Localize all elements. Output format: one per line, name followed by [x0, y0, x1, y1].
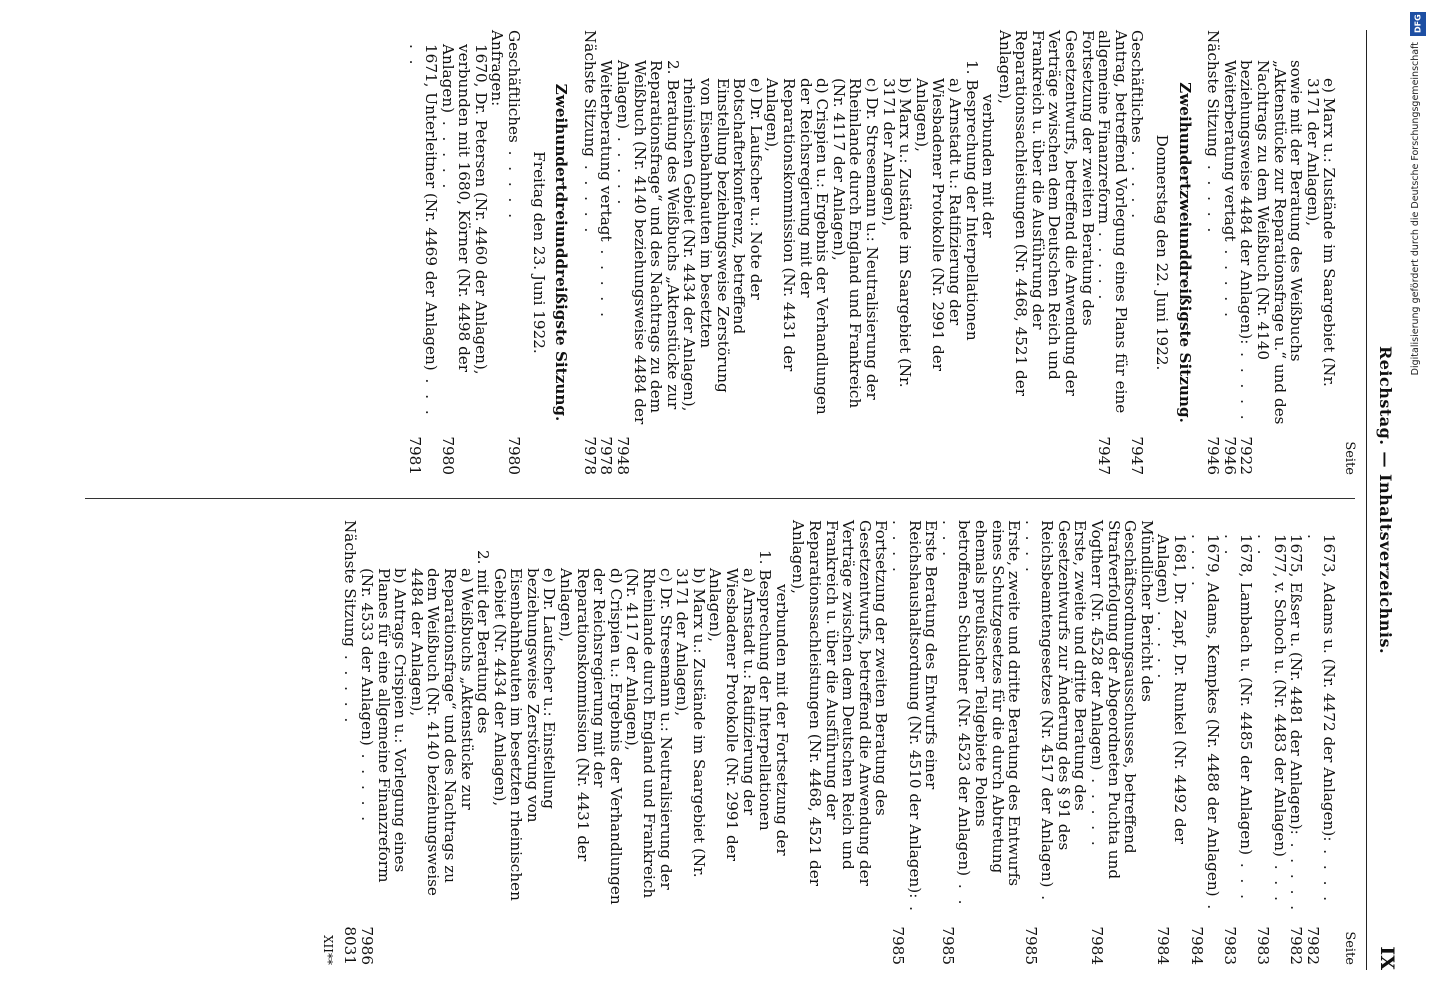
toc-entry-text: Nächste Sitzung	[1204, 30, 1223, 157]
toc-entry-text: 1671, Unterleitner (Nr. 4469 der Anlagen)	[422, 44, 441, 371]
header-rule	[1366, 30, 1367, 970]
toc-entry-text: Erste, zweite und dritte Beratung des Gesetzentwurfs zur Änderung des § 91 des Reichsbeamtengesetzes (Nr. 4517 der Anlagen)	[1038, 520, 1090, 888]
dot-leaders: . . . . .	[1021, 520, 1057, 904]
page-reference: 7947	[1095, 436, 1114, 475]
page-reference: 7983	[1220, 926, 1239, 965]
toc-entry-text: d) Crispien u.: Ergebnis der Verhandlungen der Reichsregierung mit der Reparationskommission (Nr. 4431 der Anlagen),	[557, 568, 625, 905]
toc-entry-text: 1675, Eßser u. (Nr. 4481 der Anlagen):	[1287, 534, 1306, 835]
page-reference: 7947	[1128, 436, 1147, 475]
toc-entry-text: 1678, Lambach u. (Nr. 4485 der Anlagen)	[1237, 534, 1256, 855]
toc-entry	[1188, 520, 1221, 965]
toc-entry-text: a) Arnstadt u.: Ratifizierung der Wiesbadener Protokolle (Nr. 2991 der Anlagen),	[912, 78, 964, 371]
toc-entry-text: b) Marx u.: Zustände im Saargebiet (Nr. 3171 der Anlagen),	[673, 568, 708, 878]
toc-entry-text: 1670, Dr. Petersen (Nr. 4460 der Anlagen), verbunden mit 1680, Körner (Nr. 4498 der Anlagen)	[438, 44, 490, 375]
toc-entry-text: Geschäftliches	[505, 30, 524, 143]
dot-leaders: . . . . .	[1088, 770, 1107, 849]
toc-entry	[1096, 30, 1129, 475]
page-reference: 7946	[1204, 436, 1223, 475]
seite-label: Seite	[1342, 931, 1357, 965]
toc-entry-text: 1681, Dr. Zapf, Dr. Runkel (Nr. 4492 der Anlagen)	[1154, 534, 1190, 844]
toc-entry-text: 1673, Adams u. (Nr. 4472 der Anlagen):	[1320, 534, 1339, 842]
toc-entry	[996, 30, 1096, 475]
dot-leaders: . . . . .	[1204, 157, 1223, 236]
toc-entry	[773, 520, 790, 965]
toc-entry	[1221, 520, 1254, 965]
dot-leaders: . . . . .	[1220, 534, 1256, 902]
session-date: Donnerstag den 22. Juni 1922.	[1153, 134, 1172, 371]
toc-entry-text: c) Dr. Stresemann u.: Neutralisierung der Rheinlande durch England und Frankreich (Nr. 4117 der Anlagen),	[623, 568, 675, 899]
page-reference: 7982	[1303, 926, 1322, 965]
dot-leaders: . . . . .	[505, 142, 524, 222]
toc-entry	[1022, 520, 1088, 965]
toc-entry-text: Mündlicher Bericht des Geschäftsordnungsausschusses, betreffend Strafverfolgung der Abgeordneten Puchta und Vogtherr (Nr. 4528 der Anlagen)	[1088, 520, 1156, 880]
toc-entry	[1129, 30, 1146, 475]
toc-entry-text: Fortsetzung der zweiten Beratung des Gesetzentwurfs, betreffend die Anwendung der Verträge zwischen dem Deutschen Reich und Frankreich u. über die Ausführung der Reparationssachleistungen (Nr. 4468, 4521 der Anlagen),	[995, 30, 1097, 397]
dot-leaders: . . . . .	[357, 745, 376, 825]
toc-entry-text: 1. Besprechung der Interpellationen	[756, 550, 775, 831]
toc-entry	[880, 30, 913, 475]
dot-leaders: . . . . .	[614, 129, 633, 208]
toc-entry-text: Nächste Sitzung	[580, 30, 599, 157]
toc-entry-text: verbunden mit der Fortsetzung der	[772, 584, 791, 856]
toc-entry	[980, 30, 997, 475]
page-title: Reichstag. — Inhaltsverzeichnis.	[1376, 345, 1395, 655]
toc-entry-text: Geschäftliches	[1128, 30, 1147, 143]
page-reference: 7983	[1254, 926, 1273, 965]
toc-entry	[1089, 520, 1155, 965]
dot-leaders: . . . . .	[1237, 344, 1256, 423]
toc-entry-text: Anfragen:	[488, 30, 507, 107]
toc-entry	[489, 30, 506, 475]
toc-entry	[830, 30, 880, 475]
toc-entry-text: Nächste Sitzung	[341, 520, 360, 647]
signature-mark: XII**	[320, 934, 335, 965]
toc-entry-text: b) Antrags Crispien u.: Vorlegung eines Planes für eine allgemeine Finanzreform (Nr. 4533 der Anlagen)	[357, 568, 410, 883]
toc-entry	[408, 520, 474, 965]
toc-entry	[963, 30, 980, 475]
dot-leaders: . . . . .	[341, 647, 360, 726]
toc-entry	[624, 520, 674, 965]
toc-entry-text: b) Marx u.: Zustände im Saargebiet (Nr. 3171 der Anlagen),	[879, 78, 915, 388]
toc-entry-text: 1. Besprechung der Interpellationen	[962, 60, 981, 341]
page-reference: 7984	[1154, 926, 1173, 965]
page-reference: 7922	[1237, 436, 1256, 475]
toc-entry-text: 2. Beratung des Weißbuchs „Aktenstücke zur Reparationsfrage“ und des Nachtrags zu dem Weißbuch (Nr. 4140 beziehungsweise 4484 der Anlagen)	[614, 60, 682, 425]
dot-leaders: . . . . .	[888, 520, 924, 914]
session-title: Zweihundertdreiunddreißigste Sitzung.	[552, 83, 571, 422]
page-reference: 7985	[938, 926, 957, 965]
dot-leaders: . . . . .	[438, 113, 457, 192]
dot-leaders: . . . . .	[1187, 534, 1223, 913]
toc-entry-text: 1679, Adams, Kempkes (Nr. 4488 der Anlagen)	[1204, 534, 1223, 897]
toc-entry	[1221, 30, 1238, 475]
toc-entry	[342, 520, 359, 965]
page-reference: 7984	[1187, 926, 1206, 965]
toc-entry-text: Fortsetzung der zweiten Beratung des Gesetzentwurfs, betreffend die Anwendung der Verträge zwischen dem Deutschen Reich und Frankreich u. über die Ausführung der Reparationssachleistungen (Nr. 4468, 4521 der Anlagen),	[789, 520, 891, 887]
toc-entry	[1304, 30, 1337, 475]
right-column	[319, 520, 1357, 965]
toc-entry	[1155, 520, 1188, 965]
toc-entry	[681, 30, 764, 475]
toc-entry	[939, 520, 1022, 965]
dfg-stamp	[1410, 12, 1426, 382]
seite-label: Seite	[1342, 441, 1357, 475]
toc-entry	[913, 30, 963, 475]
toc-entry	[1205, 30, 1222, 475]
column-separator	[85, 498, 1355, 499]
dot-leaders: . . . . .	[1254, 534, 1289, 904]
left-column	[406, 30, 1357, 475]
toc-entry-text: Erste Beratung des Entwurfs einer Reichshaushaltsordnung (Nr. 4510 der Anlagen):	[905, 520, 941, 899]
toc-entry	[1304, 520, 1337, 965]
toc-entry	[581, 30, 598, 475]
toc-entry-text: d) Crispien u.: Ergebnis der Verhandlungen der Reichsregierung mit der Reparationskommission (Nr. 4431 der Anlagen),	[763, 78, 832, 415]
toc-entry	[674, 520, 707, 965]
left-block-continued	[1205, 30, 1338, 475]
session-date: Freitag den 23. Juni 1922.	[529, 151, 548, 354]
page-reference: 7981	[405, 436, 424, 475]
session-title: Zweihundertzweiunddreißigste Sitzung.	[1175, 82, 1194, 423]
page-reference: 7946	[1220, 436, 1239, 475]
toc-entry-text: a) Weißbuchs „Aktenstücke zur Reparationsfrage“ und des Nachtrags zu dem Weißbuch (Nr. 4140 beziehungsweise 4484 der Anlagen),	[407, 568, 476, 896]
dot-leaders: . . . . .	[405, 44, 441, 418]
toc-entry	[475, 520, 492, 965]
dot-leaders: . . . . .	[580, 157, 599, 236]
right-items	[342, 520, 1338, 965]
toc-entry-text: e) Marx u.: Zustände im Saargebiet (Nr. 3171 der Anlagen),	[1303, 78, 1339, 387]
page-header	[1369, 30, 1398, 970]
toc-entry	[889, 520, 939, 965]
document-page	[55, 30, 1398, 970]
dot-leaders: . . . . .	[1220, 241, 1239, 320]
dot-leaders: . . . . .	[1095, 224, 1114, 303]
page-reference: 7980	[438, 436, 457, 475]
page-reference: 7986	[357, 926, 376, 965]
toc-entry	[614, 30, 680, 475]
toc-entry	[598, 30, 615, 475]
session-items	[581, 30, 1145, 475]
page-reference: 7948	[614, 436, 633, 475]
toc-entry	[1238, 30, 1304, 475]
page-reference: 7982	[1287, 926, 1306, 965]
toc-entry	[491, 520, 557, 965]
toc-entry-text: sowie mit der Beratung des Weißbuchs „Aktenstücke zur Reparationsfrage u.“ und des Nachtrags zu dem Weißbuch (Nr. 4140 beziehungsweise 4484 der Anlagen):	[1237, 60, 1306, 425]
toc-entry-text: c) Dr. Stresemann u.: Neutralisierung der Rheinlande durch England und Frankreich (Nr. 4117 der Anlagen),	[829, 78, 881, 409]
toc-entry	[757, 520, 774, 965]
toc-entry	[406, 30, 439, 475]
toc-entry-text: Antrag, betreffend Vorlegung eines Plans für eine allgemeine Finanzreform	[1095, 30, 1130, 414]
dot-leaders: . . . . .	[1154, 603, 1173, 682]
page-reference: 8031	[341, 926, 360, 965]
dfg-stamp-text: Digitalisierung gefördert durch die Deutsche Forschungsgemeinschaft	[1410, 42, 1421, 376]
toc-entry	[439, 30, 489, 475]
toc-entry-text: verbunden mit der	[979, 94, 998, 238]
page-reference: 7978	[580, 436, 599, 475]
page-numeral: IX	[1376, 946, 1398, 970]
toc-entry	[558, 520, 624, 965]
toc-entry-text: Weiterberatung vertagt	[1220, 60, 1239, 242]
toc-entry	[790, 520, 890, 965]
toc-entry	[1254, 520, 1287, 965]
toc-entry-text: e) Dr. Laufscher u.: Einstellung beziehungsweise Zerstörung von Eisenbahnbauten im besetzten rheinischen Gebiet (Nr. 4434 der Anlagen),	[490, 568, 559, 901]
toc-entry-text: e) Dr. Laufscher u.: Note der Botschafterkonferenz, betreffend Einstellung beziehungsweise Zerstörung von Eisenbahnbauten im besetzten rheinischen Gebiet (Nr. 4434 der Anlagen),	[680, 78, 765, 412]
dfg-logo-icon: DFG	[1410, 12, 1426, 36]
page-reference: 7984	[1088, 926, 1107, 965]
toc-entry-text: Erste, zweite und dritte Beratung des Entwurfs eines Schutzgesetzes für die durch Abtretung ehemals preußischer Teilgebiete Polens betroffenen Schuldner (Nr. 4523 der Anlagen)	[955, 520, 1024, 887]
dot-leaders: . . . . .	[1303, 534, 1339, 905]
dot-leaders: . . . . .	[597, 241, 616, 320]
toc-entry	[506, 30, 523, 475]
toc-entry-text: Weiterberatung vertagt	[597, 60, 616, 242]
session-items	[406, 30, 522, 475]
toc-entry	[764, 30, 830, 475]
toc-entry	[1288, 520, 1305, 965]
dot-leaders: . . . . .	[938, 520, 974, 908]
dot-leaders: . . . . .	[1128, 142, 1147, 222]
toc-entry	[707, 520, 757, 965]
page-reference: 7978	[597, 436, 616, 475]
toc-entry-text: 1677, v. Schoch u. (Nr. 4483 der Anlagen)	[1270, 534, 1289, 857]
page-reference: 7985	[1021, 926, 1040, 965]
toc-entry-text: a) Arnstadt u.: Ratifizierung der Wiesbadener Protokolle (Nr. 2991 der Anlagen),	[706, 568, 758, 861]
page-reference: 7985	[888, 926, 907, 965]
toc-entry-text: 2. mit der Beratung des	[474, 550, 493, 734]
toc-entry	[358, 520, 408, 965]
page-reference: 7980	[505, 436, 524, 475]
dot-leaders: . . . . .	[1287, 834, 1306, 914]
